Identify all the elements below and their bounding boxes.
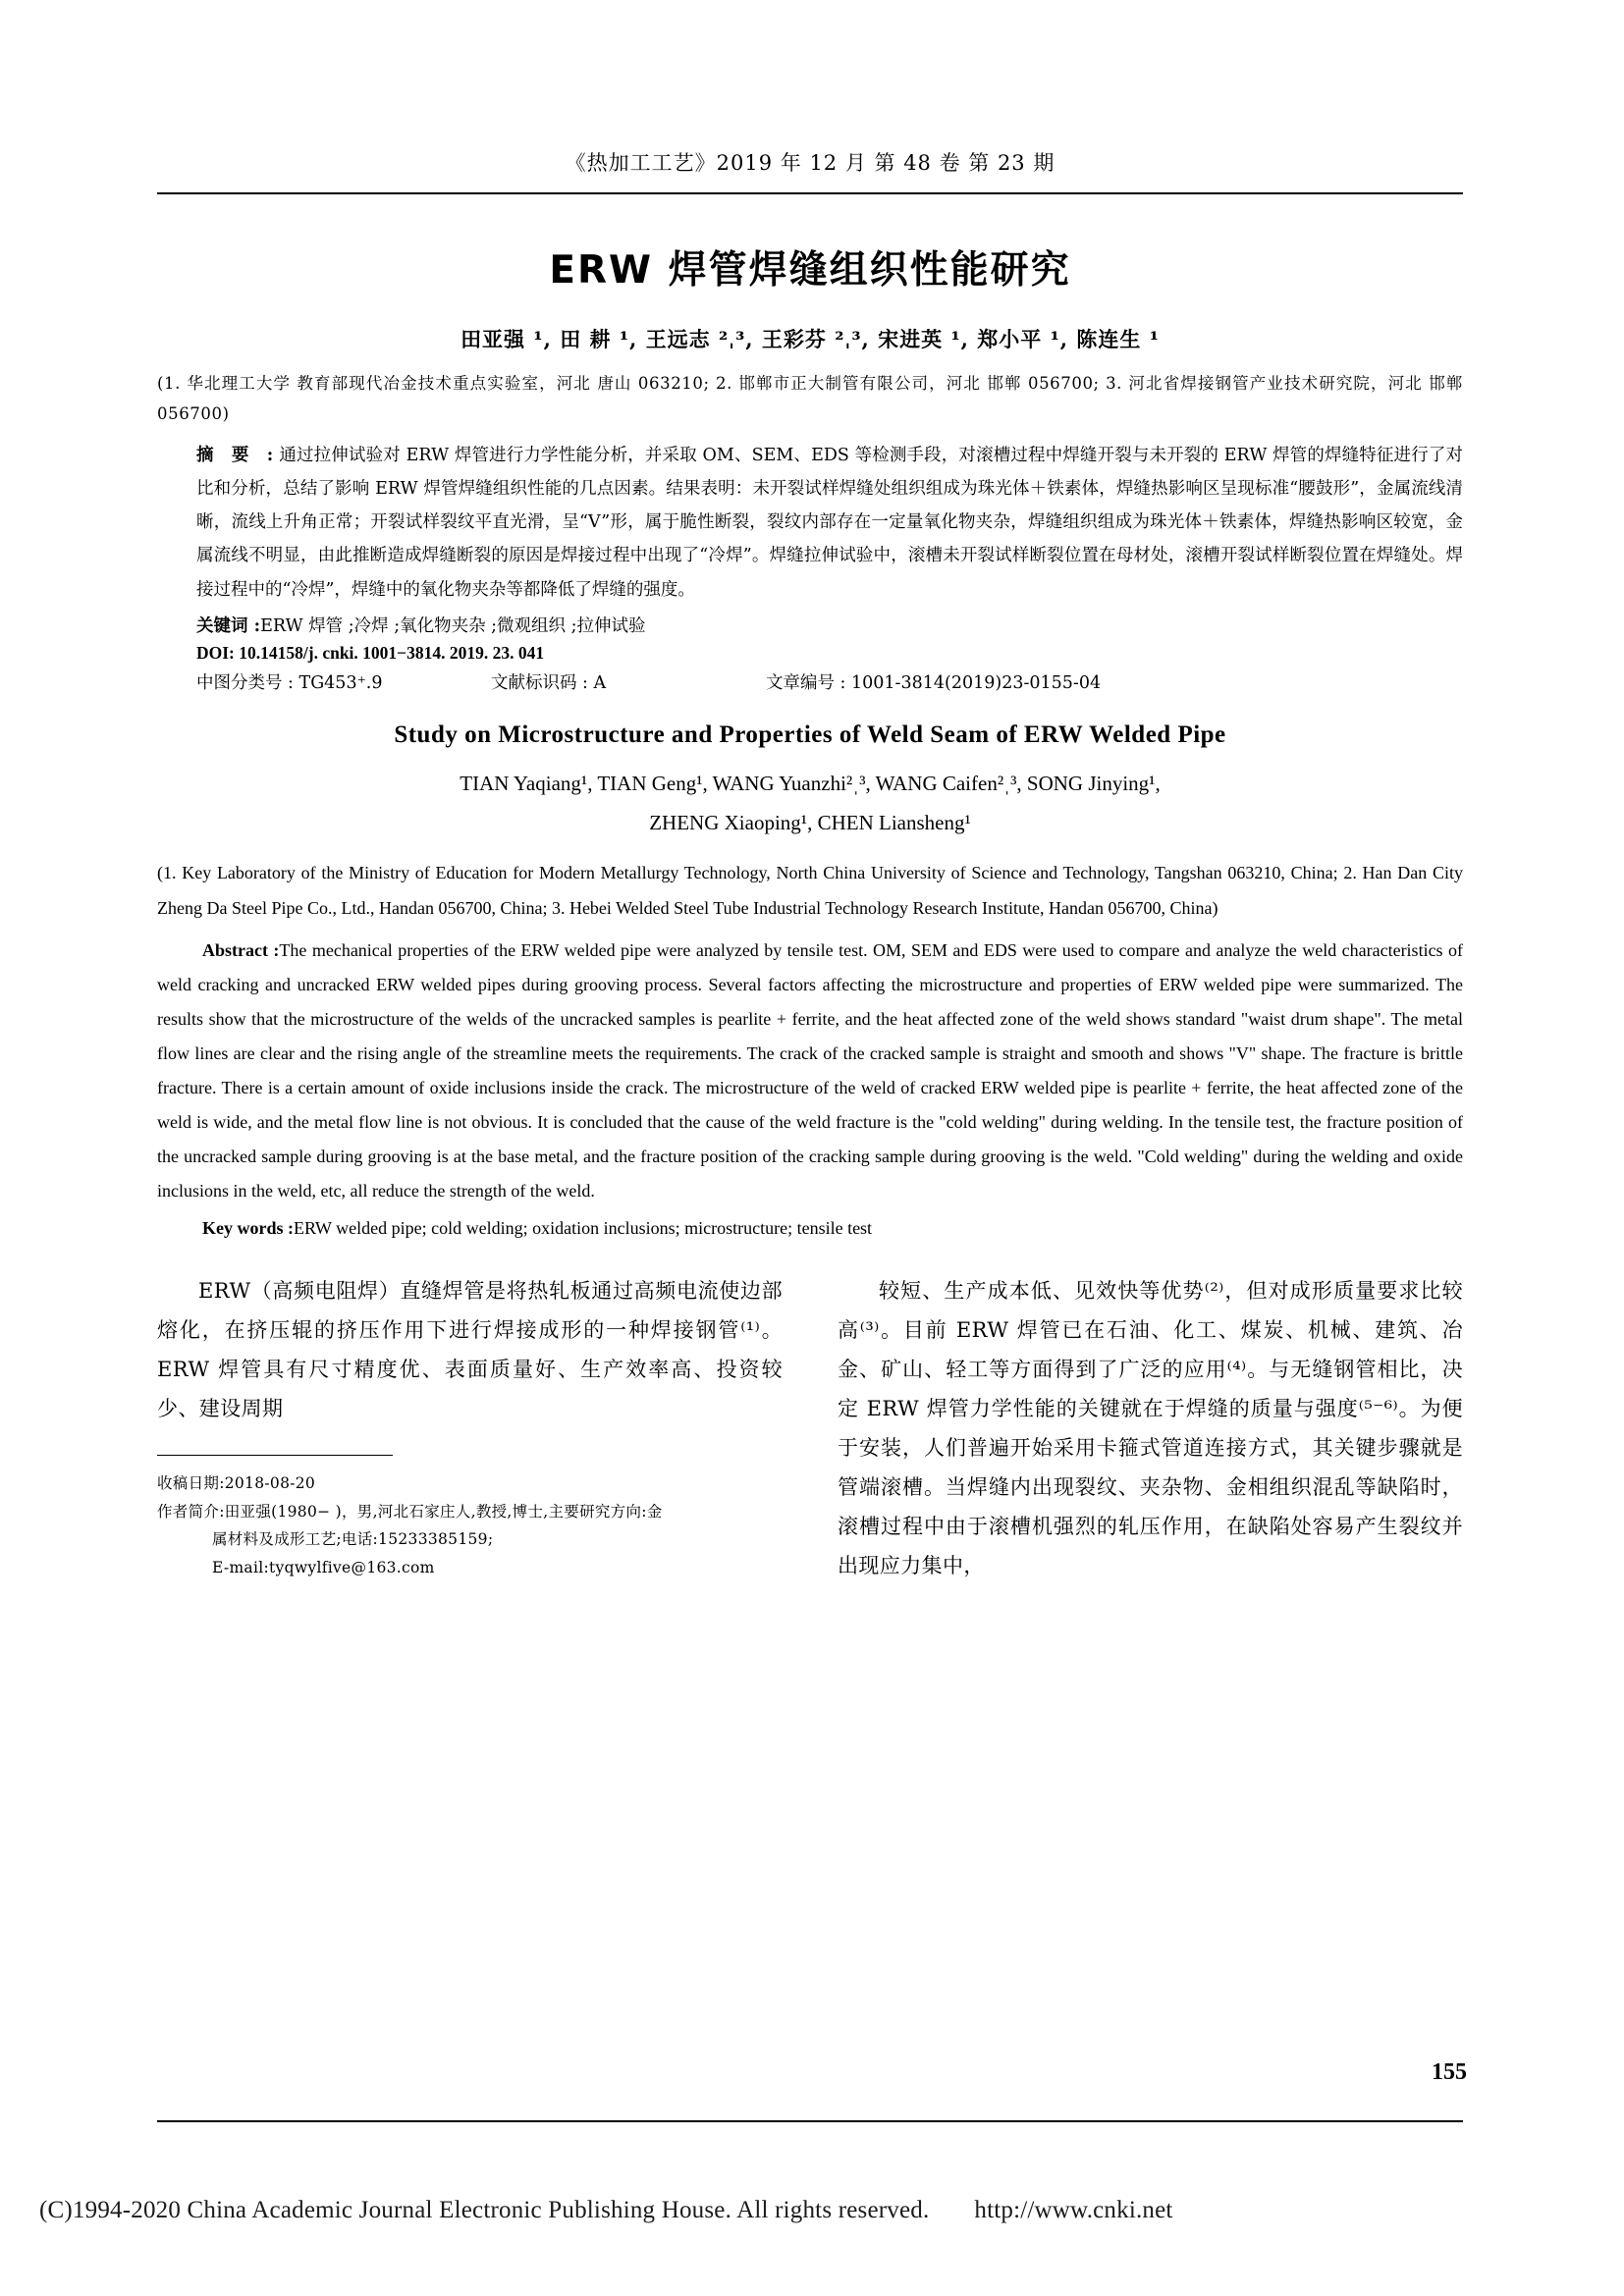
keywords-chinese-label: 关键词 : [196, 615, 261, 636]
cnki-url: http://www.cnki.net [974, 2197, 1173, 2223]
keywords-chinese-text: ERW 焊管 ;冷焊 ;氧化物夹杂 ;微观组织 ;拉伸试验 [260, 615, 646, 636]
body-paragraph-right: 较短、生产成本低、见效快等优势⁽²⁾，但对成形质量要求比较高⁽³⁾。目前 ERW 焊管已在石油、化工、煤炭、机械、建筑、冶金、矿山、轻工等方面得到了广泛的应用⁽⁴⁾。与无缝钢管相比，决定 ERW 焊管力学性能的关键就在于焊缝的质量与强度⁽⁵⁻⁶⁾。为便于安装，人们普遍开始采用卡箍式管道连接方式，其关键步骤就是管端滚槽。当焊缝内出现裂纹、夹杂物、金相组织混乱等缺陷时，滚槽过程中由于滚槽机强烈的轧压作用，在缺陷处容易产生裂纹并出现应力集中， [838, 1279, 1463, 1577]
running-head: 《热加工工艺》2019 年 12 月 第 48 卷 第 23 期 [565, 151, 1056, 175]
keywords-english-text: ERW welded pipe; cold welding; oxidation inclusions; microstructure; tensile test [294, 1218, 873, 1239]
authors-chinese: 田亚强 ¹, 田 耕 ¹, 王远志 ²ˌ³, 王彩芬 ²ˌ³, 宋进英 ¹, 郑小平 ¹, 陈连生 ¹ [460, 327, 1160, 351]
authors-english-line-1: TIAN Yaqiang¹, TIAN Geng¹, WANG Yuanzhi²ˌ³, WANG Caifen²ˌ³, SONG Jinying¹, [460, 771, 1161, 795]
page-content [157, 147, 1463, 1586]
page-title: ERW 焊管焊缝组织性能研究 [549, 248, 1071, 293]
abstract-english-label: Abstract : [202, 939, 280, 960]
authors-english-line-2: ZHENG Xiaoping¹, CHEN Liansheng¹ [649, 810, 971, 834]
body-column-right [838, 1272, 1463, 1585]
body-column-left [157, 1272, 783, 1585]
clc-number: 中图分类号 : TG453⁺.9 [196, 672, 383, 693]
footnote-block [157, 1469, 783, 1582]
body-columns [157, 1272, 1463, 1585]
author-bio-line-2: 属材料及成形工艺;电话:15233385159; [212, 1530, 494, 1549]
body-paragraph-left: ERW（高频电阻焊）直缝焊管是将热轧板通过高频电流使边部熔化，在挤压辊的挤压作用下进行焊接成形的一种焊接钢管⁽¹⁾。ERW 焊管具有尺寸精度优、表面质量好、生产效率高、投资较少、建设周期 [157, 1279, 783, 1421]
copyright-notice [39, 2197, 1585, 2224]
author-email: E-mail:tyqwylfive@163.com [212, 1558, 435, 1576]
copyright-text: (C)1994-2020 China Academic Journal Electronic Publishing House. All rights reserved. [39, 2197, 930, 2223]
document-code: 文献标识码 : A [491, 672, 607, 693]
abstract-english-text: The mechanical properties of the ERW welded pipe were analyzed by tensile test. OM, SEM and EDS were used to compare and analyze the weld characteristics of weld cracking and uncracked ERW welded pipes during grooving process. Several factors affecting the microstructure and properties of ERW welded pipe were summarized. The results show that the microstructure of the welds of the uncracked samples is pearlite + ferrite, and the heat affected zone of the weld shows standard "waist drum shape". The metal flow lines are clear and the rising angle of the streamline meets the requirements. The crack of the cracked sample is straight and smooth and shows "V" shape. The fracture is brittle fracture. There is a certain amount of oxide inclusions inside the crack. The microstructure of the weld of cracked ERW welded pipe is pearlite + ferrite, the heat affected zone of the weld is wide, and the metal flow line is not obvious. It is concluded that the cause of the weld fracture is the "cold welding" during welding. In the tensile test, the fracture position of the uncracked sample during grooving is at the base metal, and the fracture position of the cracking sample during grooving is the weld. "Cold welding" during the welding and oxide inclusions in the weld, etc, all reduce the strength of the weld. [157, 939, 1463, 1201]
authors-english [157, 765, 1463, 843]
title-english: Study on Microstructure and Properties of Weld Seam of ERW Welded Pipe [394, 721, 1226, 748]
abstract-chinese [157, 439, 1463, 607]
footer-rule [157, 2120, 1463, 2122]
keywords-chinese [157, 613, 1463, 637]
abstract-english [157, 934, 1463, 1209]
abstract-chinese-label: 摘 要 : [196, 446, 280, 466]
footnote-divider [157, 1455, 393, 1456]
affiliation-english: (1. Key Laboratory of the Ministry of Education for Modern Metallurgy Technology, North China University of Science and Technology, Tangshan 063210, China; 2. Han Dan City Zheng Da Steel Pipe Co., Ltd., Handan 056700, China; 3. Hebei Welded Steel Tube Industrial Technology Research Institute, Handan 056700, China) [157, 863, 1463, 918]
author-bio-line-1: 作者简介:田亚强(1980− )，男,河北石家庄人,教授,博士,主要研究方向:金 [157, 1502, 663, 1521]
affiliation-chinese: (1. 华北理工大学 教育部现代冶金技术重点实验室，河北 唐山 063210; 2. 邯郸市正大制管有限公司，河北 邯郸 056700; 3. 河北省焊接钢管产业技术研究院，河北 邯郸 056700) [157, 374, 1463, 423]
page-number: 155 [1432, 2059, 1467, 2085]
article-number: 文章编号 : 1001-3814(2019)23-0155-04 [766, 672, 1102, 693]
header-rule [157, 192, 1463, 194]
keywords-english [157, 1218, 1463, 1239]
received-date: 收稿日期:2018-08-20 [157, 1473, 316, 1492]
classification-line [157, 669, 1463, 694]
keywords-english-label: Key words : [202, 1218, 294, 1239]
doi: DOI: 10.14158/j. cnki. 1001−3814. 2019. 23. 041 [196, 642, 545, 663]
abstract-chinese-text: 通过拉伸试验对 ERW 焊管进行力学性能分析，并采取 OM、SEM、EDS 等检测手段，对滚槽过程中焊缝开裂与未开裂的 ERW 焊管的焊缝特征进行了对比和分析，总结了影响 ERW 焊管焊缝组织性能的几点因素。结果表明：未开裂试样焊缝处组织组成为珠光体＋铁素体，焊缝热影响区呈现标准“腰鼓形”，金属流线清晰，流线上升角正常；开裂试样裂纹平直光滑，呈“V”形，属于脆性断裂，裂纹内部存在一定量氧化物夹杂，焊缝组织组成为珠光体＋铁素体，焊缝热影响区较宽，金属流线不明显，由此推断造成焊缝断裂的原因是焊接过程中出现了“冷焊”。焊缝拉伸试验中，滚槽未开裂试样断裂位置在母材处，滚槽开裂试样断裂位置在焊缝处。焊接过程中的“冷焊”，焊缝中的氧化物夹杂等都降低了焊缝的强度。 [196, 446, 1463, 600]
